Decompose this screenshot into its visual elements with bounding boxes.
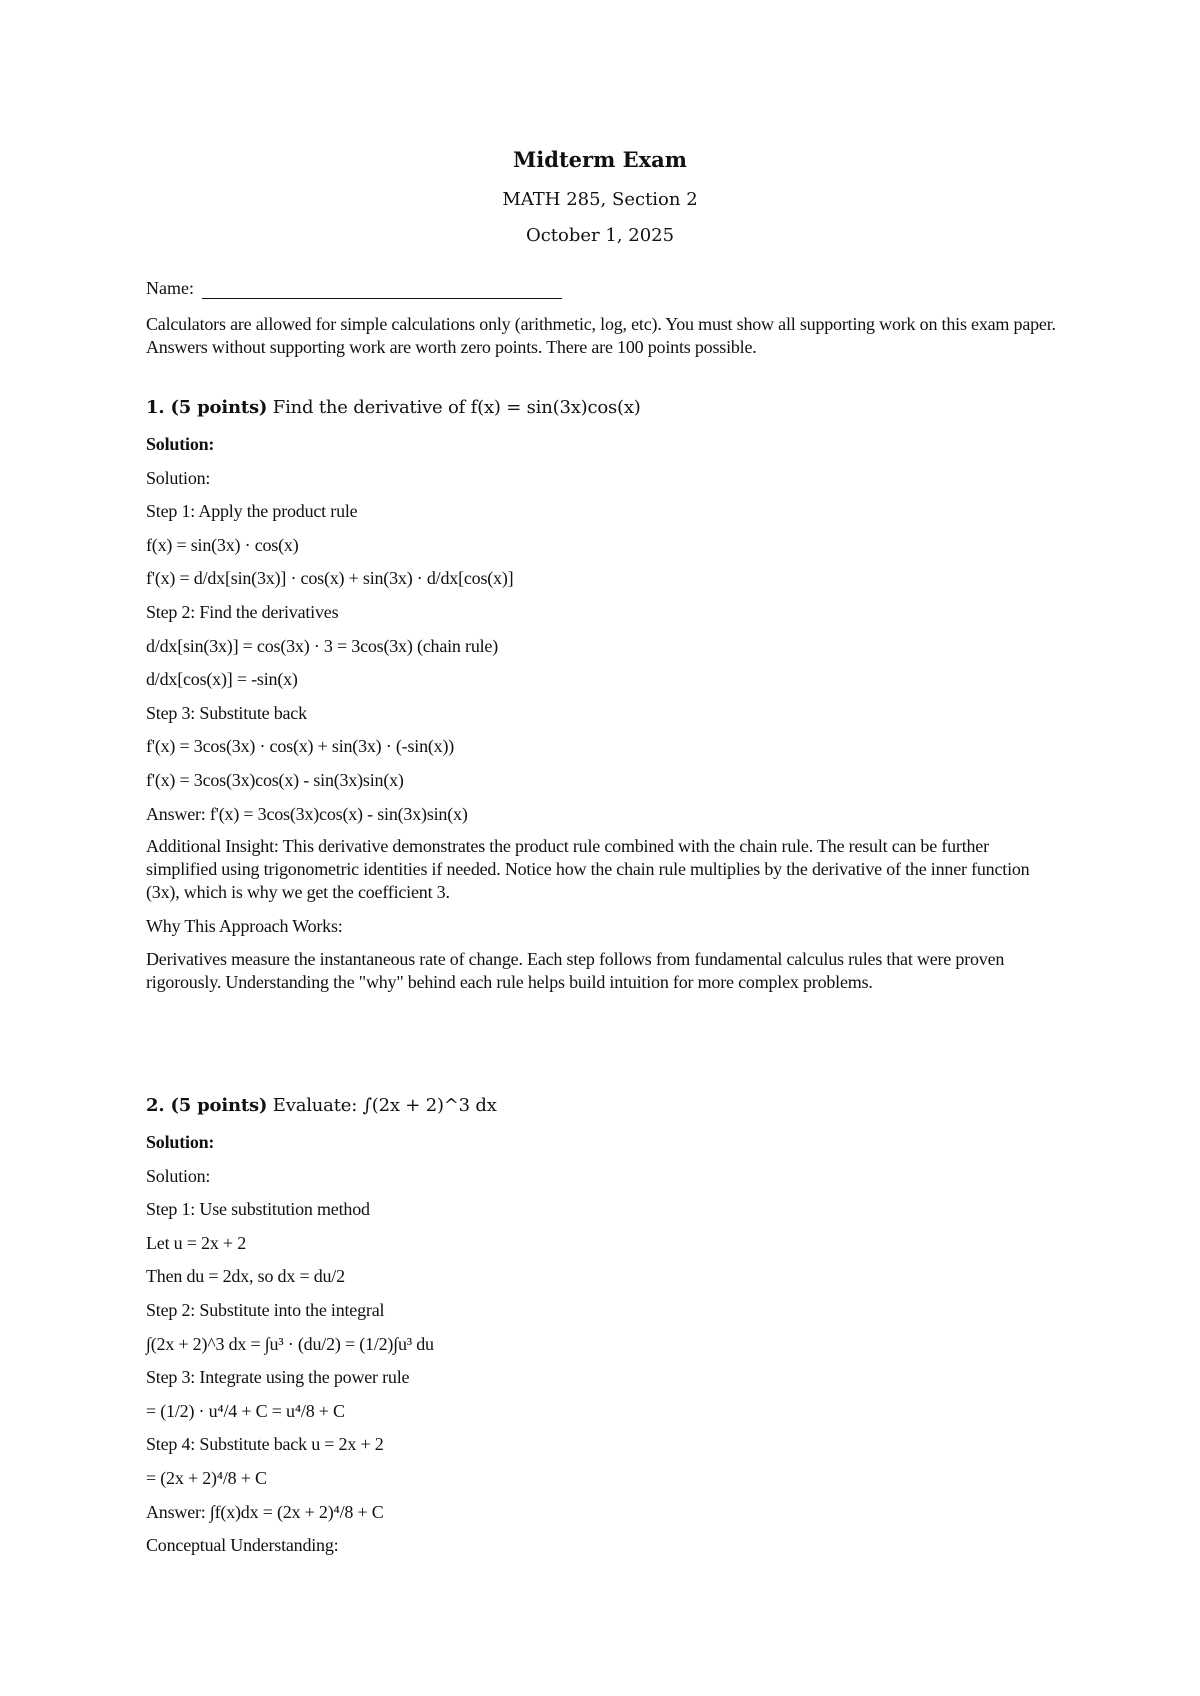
solution-step: f'(x) = 3cos(3x) · cos(x) + sin(3x) · (-sin(x)) (146, 736, 455, 757)
question-1-prompt: Find the derivative of f(x) = sin(3x)cos(x) (272, 397, 641, 418)
solution-step: Step 4: Substitute back u = 2x + 2 (146, 1434, 384, 1455)
question-1-heading (146, 396, 1056, 432)
solution-step: ∫(2x + 2)^3 dx = ∫u³ · (du/2) = (1/2)∫u³ du (146, 1333, 434, 1354)
question-2-prompt: Evaluate: ∫(2x + 2)^3 dx (272, 1095, 497, 1116)
question-2 (146, 1094, 1056, 1567)
course-section: MATH 285, Section 2 (502, 189, 698, 210)
solution-label: Solution: (146, 434, 215, 454)
solution-step: = (1/2) · u⁴/4 + C = u⁴/8 + C (146, 1400, 345, 1421)
solution-step: Solution: (146, 1165, 211, 1186)
solution-step: d/dx[cos(x)] = -sin(x) (146, 669, 298, 690)
conceptual-understanding-label: Conceptual Understanding: (146, 1535, 339, 1556)
question-1 (146, 396, 1056, 1004)
instructions: Calculators are allowed for simple calculations only (arithmetic, log, etc). You must show all supporting work on this exam paper. Answers without supporting work are worth zero points. There are 100 points possible. (146, 314, 1056, 357)
solution-step: Step 2: Substitute into the integral (146, 1299, 385, 1320)
solution-step: Step 2: Find the derivatives (146, 601, 339, 622)
exam-title: Midterm Exam (513, 147, 687, 172)
why-approach-text: Derivatives measure the instantaneous rate of change. Each step follows from fundamental calculus rules that were proven rigorously. Understanding the "why" behind each rule helps build intuition for more complex problems. (146, 948, 1005, 992)
solution-step: Then du = 2dx, so dx = du/2 (146, 1266, 345, 1287)
exam-date: October 1, 2025 (525, 225, 675, 246)
solution-step: f'(x) = 3cos(3x)cos(x) - sin(3x)sin(x) (146, 769, 404, 790)
question-2-heading (146, 1094, 1056, 1130)
why-approach-label: Why This Approach Works: (146, 916, 343, 937)
solution-step: f'(x) = d/dx[sin(3x)] · cos(x) + sin(3x) · d/dx[cos(x)] (146, 568, 514, 589)
question-2-number: 2. (5 points) (146, 1095, 268, 1116)
additional-insight: Additional Insight: This derivative demonstrates the product rule combined with the chain rule. The result can be further simplified using trigonometric identities if needed. Notice how the chain rule multiplies by the derivative of the inner function (3x), which is why we get the coefficient 3. (146, 836, 1030, 903)
name-label: Name: (146, 278, 194, 298)
solution-step: Step 1: Use substitution method (146, 1199, 370, 1220)
solution-step: d/dx[sin(3x)] = cos(3x) · 3 = 3cos(3x) (chain rule) (146, 635, 498, 656)
solution-step: Step 1: Apply the product rule (146, 501, 358, 522)
solution-answer: Answer: ∫f(x)dx = (2x + 2)⁴/8 + C (146, 1501, 384, 1522)
solution-step: Step 3: Substitute back (146, 702, 307, 723)
solution-step: Step 3: Integrate using the power rule (146, 1367, 410, 1388)
solution-answer: Answer: f'(x) = 3cos(3x)cos(x) - sin(3x)sin(x) (146, 803, 468, 824)
name-row (146, 278, 562, 299)
solution-step: Let u = 2x + 2 (146, 1232, 246, 1253)
question-1-number: 1. (5 points) (146, 397, 268, 418)
solution-step: f(x) = sin(3x) · cos(x) (146, 534, 299, 555)
solution-step: Solution: (146, 467, 211, 488)
solution-label: Solution: (146, 1132, 215, 1152)
name-blank-line[interactable] (202, 280, 562, 299)
solution-step: = (2x + 2)⁴/8 + C (146, 1467, 267, 1488)
